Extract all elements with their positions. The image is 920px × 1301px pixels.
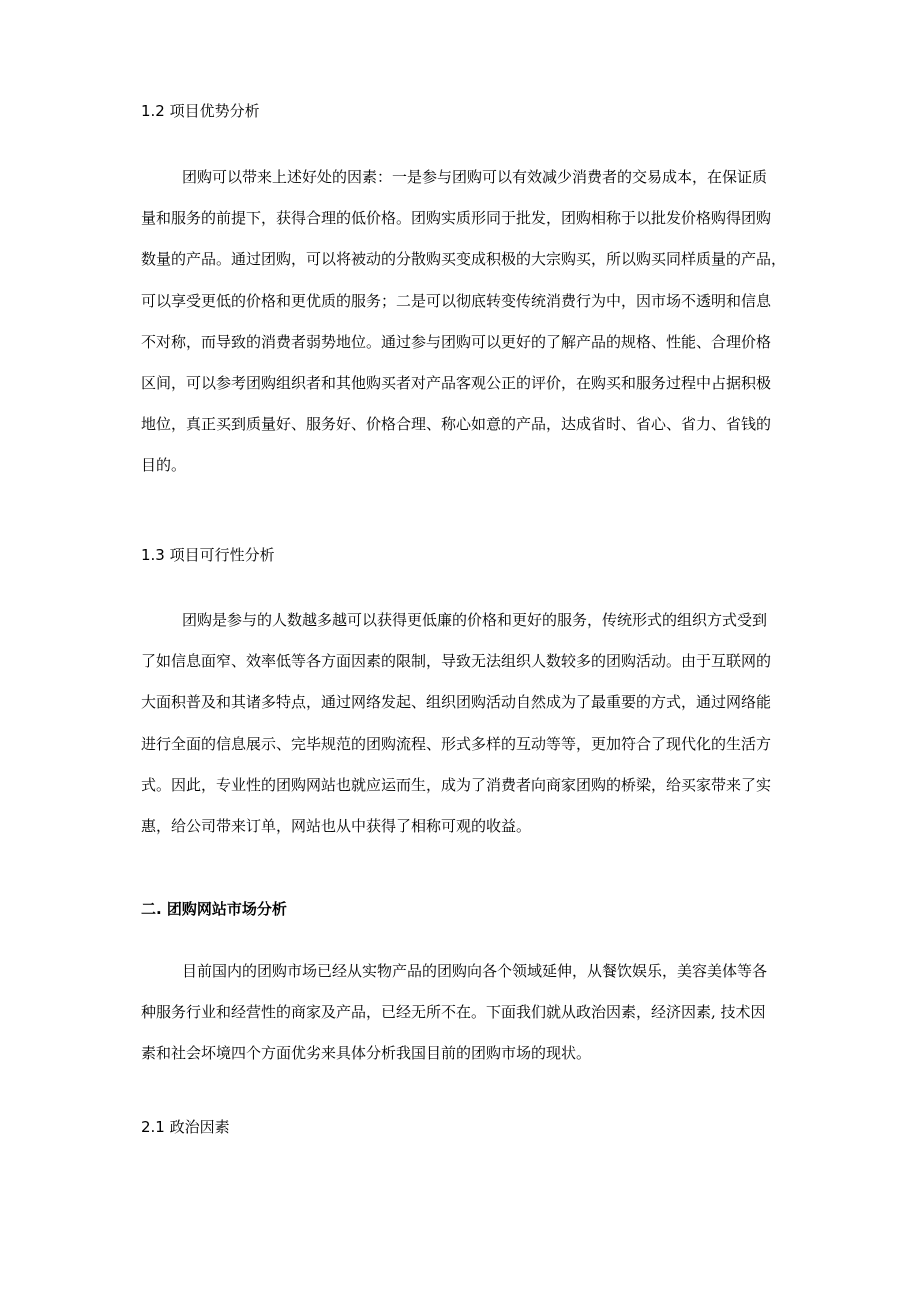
paragraph-line: 目的。 xyxy=(141,456,187,475)
paragraph-line: 素和社会坏境四个方面优劣来具体分析我国目前的团购市场的现状。 xyxy=(141,1044,592,1063)
paragraph-line: 数量的产品。通过团购，可以将被动的分散购买变成积极的大宗购买，所以购买同样质量的产品， xyxy=(141,250,787,269)
paragraph-line: 量和服务的前提下，获得合理的低价格。团购实质形同于批发，团购相称于以批发价格购得团购 xyxy=(141,209,772,228)
paragraph-line: 团购可以带来上述好处的因素：一是参与团购可以有效减少消费者的交易成本，在保证质 xyxy=(182,168,768,186)
paragraph-line: 团购是参与的人数越多越可以获得更低廉的价格和更好的服务，传统形式的组织方式受到 xyxy=(182,611,768,629)
paragraph-line: 式。因此，专业性的团购网站也就应运而生，成为了消费者向商家团购的桥梁，给买家带来了实 xyxy=(141,775,772,794)
paragraph-line: 地位，真正买到质量好、服务好、价格合理、称心如意的产品，达成省时、省心、省力、省钱的 xyxy=(141,415,772,434)
paragraph-line: 了如信息面窄、效率低等各方面因素的限制，导致无法组织人数较多的团购活动。由于互联网的 xyxy=(141,652,772,671)
paragraph-1-2 xyxy=(141,157,791,487)
section-heading-1-2: 1.2 项目优势分析 xyxy=(141,102,260,120)
paragraph-line: 区间，可以参考团购组织者和其他购买者对产品客观公正的评价，在购买和服务过程中占据积极 xyxy=(141,373,772,392)
paragraph-2 xyxy=(141,951,791,1075)
paragraph-line: 种服务行业和经营性的商家及产品，已经无所不在。下面我们就从政治因素，经济因素, 技术因 xyxy=(141,1003,766,1022)
paragraph-line: 不对称，而导致的消费者弱势地位。通过参与团购可以更好的了解产品的规格、性能、合理价格 xyxy=(141,332,772,351)
paragraph-line: 可以享受更低的价格和更优质的服务；二是可以彻底转变传统消费行为中，因市场不透明和信息 xyxy=(141,291,772,310)
section-heading-2-1: 2.1 政治因素 xyxy=(141,1118,230,1136)
paragraph-line: 目前国内的团购市场已经从实物产品的团购向各个领域延伸，从餐饮娱乐，美容美体等各 xyxy=(182,962,768,980)
paragraph-line: 大面积普及和其诸多特点，通过网络发起、组织团购活动自然成为了最重要的方式，通过网络能 xyxy=(141,693,772,712)
paragraph-1-3 xyxy=(141,600,791,847)
section-heading-1-3: 1.3 项目可行性分析 xyxy=(141,546,275,564)
paragraph-line: 进行全面的信息展示、完毕规范的团购流程、形式多样的互动等等，更加符合了现代化的生活方 xyxy=(141,734,772,753)
section-heading-2: 二. 团购网站市场分析 xyxy=(141,900,287,918)
paragraph-line: 惠，给公司带来订单，网站也从中获得了相称可观的收益。 xyxy=(141,816,532,835)
